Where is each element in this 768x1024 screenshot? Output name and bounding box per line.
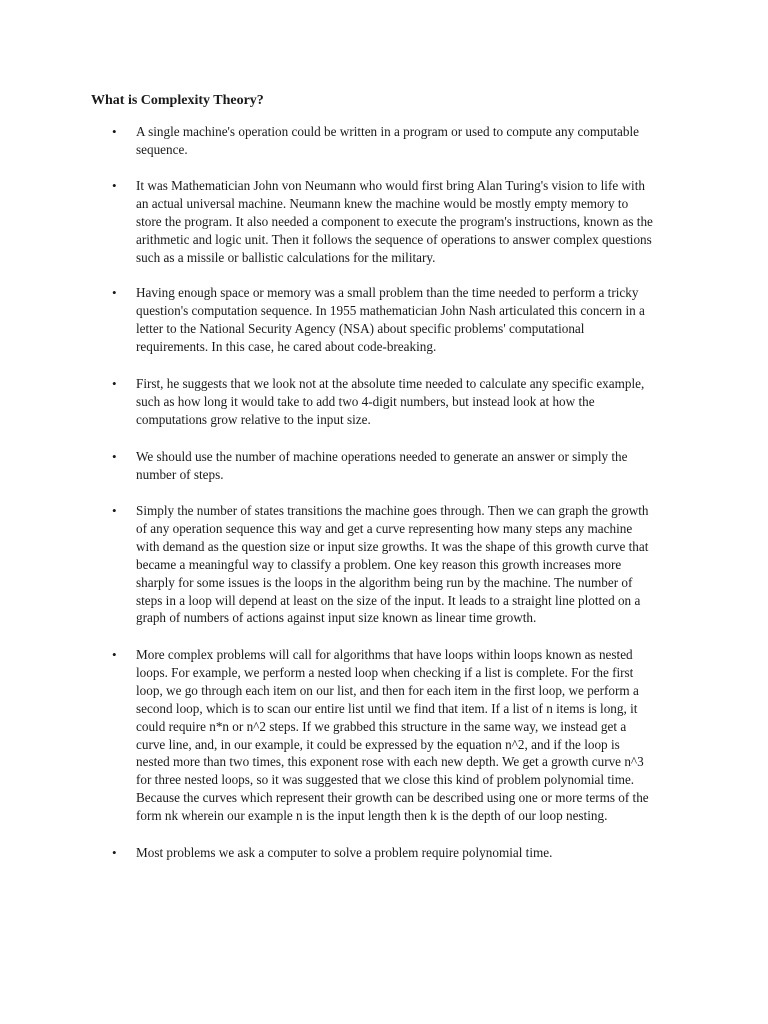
bullet-icon: • xyxy=(112,285,117,300)
bullet-icon: • xyxy=(112,124,117,139)
bullet-icon: • xyxy=(112,503,117,518)
text-line: Because the curves which represent their growth can be described using one or more terms of the xyxy=(136,790,649,806)
text-line: form nk wherein our example n is the input length then k is the depth of our loop nesting. xyxy=(136,808,608,824)
bullet-icon: • xyxy=(112,178,117,193)
text-line: First, he suggests that we look not at the absolute time needed to calculate any specific example, xyxy=(136,376,645,391)
bullet-icon: • xyxy=(112,449,117,464)
text-line: letter to the National Security Agency (NSA) about specific problems' computational xyxy=(136,320,585,336)
paragraph xyxy=(136,502,678,627)
text-line: second loop, which is to scan our entire list until we find that item. If a list of n items is long, it xyxy=(136,700,638,716)
paragraph xyxy=(136,646,678,825)
text-line: graph of numbers of actions against input size known as linear time growth. xyxy=(136,610,537,626)
text-line: nested more than two times, this exponent rose with each new depth. We get a growth curve n^3 xyxy=(136,754,644,770)
text-line: curve line, and, in our example, it could be expressed by the equation n^2, and if the loop is xyxy=(136,736,620,752)
text-line: computations grow relative to the input size. xyxy=(136,411,371,427)
text-line: Simply the number of states transitions the machine goes through. Then we can graph the growth xyxy=(136,503,649,518)
paragraph xyxy=(136,375,678,429)
bullet-icon: • xyxy=(112,647,117,662)
text-line: could require n*n or n^2 steps. If we grabbed this structure in the same way, we instead get a xyxy=(136,718,627,734)
text-line: sequence. xyxy=(136,141,188,157)
text-line: More complex problems will call for algorithms that have loops within loops known as nested xyxy=(136,647,633,662)
text-line: for three nested loops, so it was suggested that we close this kind of problem polynomial time. xyxy=(136,772,635,788)
text-line: loops. For example, we perform a nested loop when checking if a list is complete. For the first xyxy=(136,664,634,680)
text-line: sharply for some issues is the loops in the algorithm being run by the machine. The number of xyxy=(136,574,633,590)
text-line: question's computation sequence. In 1955 mathematician John Nash articulated this concern in a xyxy=(136,302,645,318)
text-line: A single machine's operation could be written in a program or used to compute any computable xyxy=(136,124,639,139)
bullet-icon: • xyxy=(112,376,117,391)
paragraph xyxy=(136,284,678,356)
text-line: became a meaningful way to classify a problem. One key reason this growth increases more xyxy=(136,556,622,572)
text-line: We should use the number of machine operations needed to generate an answer or simply the xyxy=(136,449,628,464)
text-line: requirements. In this case, he cared about code-breaking. xyxy=(136,338,437,354)
text-line: such as how long it would take to add two 4-digit numbers, but instead look at how the xyxy=(136,393,595,409)
bullet-icon: • xyxy=(112,845,117,860)
text-line: Having enough space or memory was a small problem than the time needed to perform a tricky xyxy=(136,285,639,300)
text-line: an actual universal machine. Neumann knew the machine would be mostly empty memory to xyxy=(136,195,629,211)
paragraph xyxy=(136,177,678,267)
paragraph xyxy=(136,448,678,484)
text-line: loop, we go through each item on our list, and then for each item in the first loop, we perform a xyxy=(136,682,639,698)
text-line: with demand as the question size or input size growths. It was the shape of this growth curve that xyxy=(136,538,649,554)
paragraph xyxy=(136,844,678,862)
text-line: It was Mathematician John von Neumann who would first bring Alan Turing's vision to life with xyxy=(136,178,645,193)
text-line: number of steps. xyxy=(136,466,224,482)
text-line: arithmetic and logic unit. Then it follows the sequence of operations to answer complex questions xyxy=(136,231,652,247)
text-line: store the program. It also needed a component to execute the program's instructions, known as the xyxy=(136,213,653,229)
text-line: steps in a loop will depend at least on the size of the input. It leads to a straight line plotted on a xyxy=(136,592,641,608)
text-line: of any operation sequence this way and get a curve representing how many steps any machine xyxy=(136,520,633,536)
paragraph xyxy=(136,123,678,159)
text-line: Most problems we ask a computer to solve a problem require polynomial time. xyxy=(136,845,553,860)
document-title: What is Complexity Theory? xyxy=(91,93,264,108)
text-line: such as a missile or ballistic calculations for the military. xyxy=(136,249,436,265)
